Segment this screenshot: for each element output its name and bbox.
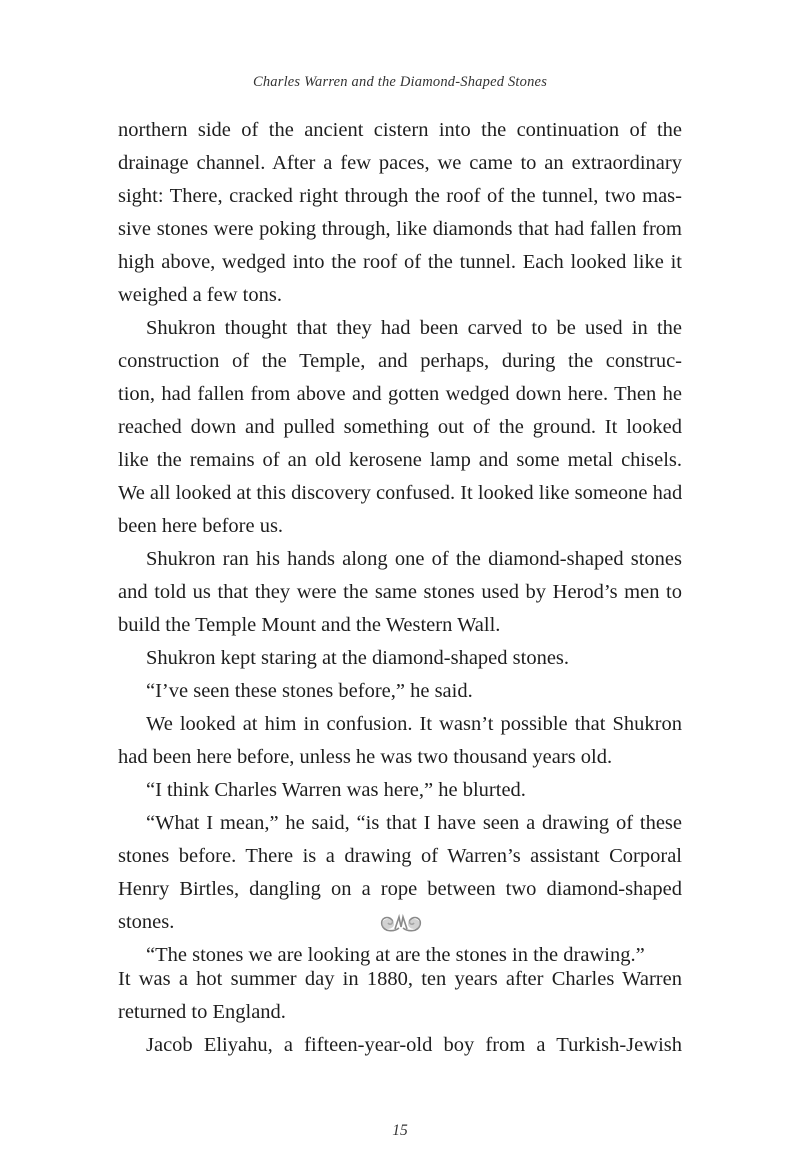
text-line: It was a hot summer day in 1880, ten years after Charles Warren [118,968,682,990]
fleuron-ornament-icon [378,912,424,934]
text-line: had been here before, unless he was two thousand years old. [118,746,613,768]
text-line: drainage channel. After a few paces, we came to an extraordinary [118,152,682,174]
text-line: high above, wedged into the roof of the tunnel. Each looked like it [118,251,682,273]
text-line: stones. [118,911,175,933]
text-line: “I’ve seen these stones before,” he said. [146,680,473,702]
text-line: “I think Charles Warren was here,” he blurted. [146,779,526,801]
text-line: and told us that they were the same stones used by Herod’s men to [118,581,682,603]
text-line: sive stones were poking through, like diamonds that had fallen from [118,218,682,240]
text-line: build the Temple Mount and the Western Wall. [118,614,501,636]
text-line: sight: There, cracked right through the roof of the tunnel, two mas- [118,185,682,207]
text-line: returned to England. [118,1001,286,1023]
body-text-section-2 [118,963,682,1062]
text-line: like the remains of an old kerosene lamp and some metal chisels. [118,449,682,471]
running-head: Charles Warren and the Diamond-Shaped Stones [252,74,548,90]
text-line: construction of the Temple, and perhaps, during the construc- [118,350,682,372]
text-line: Henry Birtles, dangling on a rope between two diamond-shaped [118,878,682,900]
text-line: Shukron kept staring at the diamond-shaped stones. [146,647,570,669]
text-line: northern side of the ancient cistern into the continuation of the [118,119,682,141]
page-number: 15 [392,1122,408,1139]
text-line: “What I mean,” he said, “is that I have seen a drawing of these [146,812,682,834]
text-line: Shukron thought that they had been carved to be used in the [146,317,682,339]
text-line: We looked at him in confusion. It wasn’t possible that Shukron [146,713,682,735]
text-line: been here before us. [118,515,284,537]
text-line: stones before. There is a drawing of Warren’s assistant Corporal [118,845,682,867]
text-line: Shukron ran his hands along one of the diamond-shaped stones [146,548,682,570]
text-line: tion, had fallen from above and gotten wedged down here. Then he [118,383,682,405]
text-line: weighed a few tons. [118,284,282,306]
text-line: “The stones we are looking at are the stones in the drawing.” [146,944,645,966]
text-line: Jacob Eliyahu, a fifteen-year-old boy from a Turkish-Jewish [146,1034,682,1056]
text-line: reached down and pulled something out of the ground. It looked [118,416,682,438]
body-text-section-1 [118,114,682,972]
text-line: We all looked at this discovery confused. It looked like someone had [118,482,683,504]
